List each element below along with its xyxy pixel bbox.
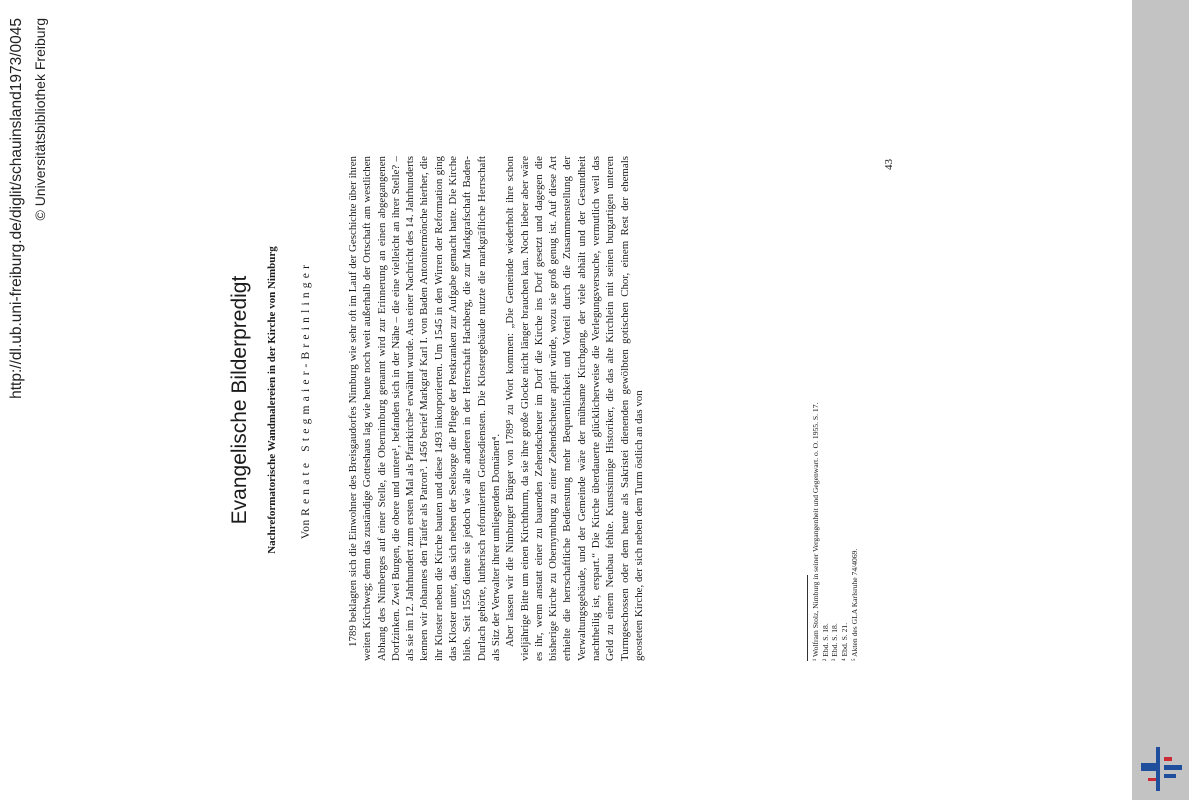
article-byline [300, 0, 312, 800]
footnote-3: ³ Ebd. S. 18. [830, 623, 840, 661]
body-paragraph-2: Aber lassen wir die Nimburger Bürger von 1789⁵ zu Wort kommen: „Die Gemeinde wiederholt ihre schon vieljährige Bitte um einen Kirchthurm, da sie ihre große Glocke nicht länger brauchen kan. Noch lieber aber wäre es ihr, wenn anstatt einer zu bauenden Zehendscheuer im Dorf die Kirche ins Dorf gesetzt und dagegen die bisherige Kirche zu Obernymburg zu einer Zehendscheuer aptirt würde, wozu sie groß genug ist. Auf diese Art erhielte die herrschaftliche Bedienstung mehr Bequemlichkeit und Vorteil durch die Zusammenstellung der Verwaltungsgebäude, und der Gemeinde wäre der mühsame Kirchgang, der viele abhält und der Gesundheit nachtheilig ist, erspart.“ Die Kirche überdauerte glücklicherweise die Verlegungsversuche, vermutlich weil das Geld zu einem Neubau fehlte. Kunstsinnige Historiker, die das alte Kirchlein mit seinen burgartigen unteren Turmgeschossen oder dem heute als Sakristei dienenden gewölbten gotischen Chor, einem Rest der ehemals geosteten Kirche, der sich neben dem Turm östlich an das von [504, 156, 645, 661]
page-number: 43 [883, 159, 895, 170]
copyright-notice: © Universitätsbibliothek Freiburg [32, 18, 48, 221]
article-body [346, 156, 646, 661]
source-url-link[interactable]: http://dl.ub.uni-freiburg.de/diglit/schauinsland1973/0045 [8, 18, 25, 399]
footnote-2: ² Ebd. S. 18. [820, 623, 830, 661]
footnote-1: ¹ Wolfram Stolz, Nimburg in seiner Vergangenheit und Gegenwart. o. O. 1955. S. 17. [811, 402, 820, 661]
byline-author: Renate Stegmaier-Breinlinger [300, 260, 312, 516]
footnotes [811, 156, 860, 661]
body-paragraph-1: 1789 beklagten sich die Einwohner des Breisgaudorfes Nimburg wie sehr oft im Lauf der Geschichte über ihren weiten Kirchweg; denn das zuständige Gotteshaus lag wie heute noch weit außerhalb der Ortschaft am westlichen Abhang des Nimberges auf einer Stelle, die Obernimburg genannt wird zur Erinnerung an einen abgegangenen Dorfzinken. Zwei Burgen, die obere und untere¹, befanden sich in der Nähe – die eine vielleicht an ihrer Stelle? – als sie im 12. Jahrhundert zum ersten Mal als Pfarrkirche² erwähnt wurde. Aus einer Nachricht des 14. Jahrhunderts kennen wir Johannes den Täufer als Patron³. 1456 berief Markgraf Karl I. von Baden Antonitermönche hierher, die ihr Kloster neben die Kirche bauten und diese 1493 inkorporierten. Um 1545 in den Wirren der Reformation ging das Kloster unter, das sich neben der Seelsorge die Pflege der Pestkranken zur Aufgabe gemacht hatte. Die Kirche blieb. Seit 1556 diente sie jedoch wie alle anderen in der Herrschaft Hachberg, die zur Markgrafschaft Baden-Durlach gehörte, lutherisch reformierten Gottesdiensten. Die Klostergebäude nutzte die markgräfliche Herrschaft als Sitz der Verwalter ihrer umliegenden Domänen⁴. [347, 156, 502, 661]
byline-prefix: Von [300, 519, 312, 540]
library-sidebar-strip [1132, 0, 1189, 800]
footnote-4: ⁴ Ebd. S. 21. [840, 622, 850, 661]
article-subtitle: Nachreformatorische Wandmalereien in der Kirche von Nimburg [266, 246, 278, 554]
article-title: Evangelische Bilderpredigt [228, 275, 251, 525]
library-sidebar-text [4, 0, 61, 800]
ub-freiburg-logo-icon [1140, 745, 1184, 793]
footnote-5: ⁵ Akten des GLA Karlsruhe 74/4069. [849, 548, 859, 661]
footnote-rule [807, 575, 808, 661]
